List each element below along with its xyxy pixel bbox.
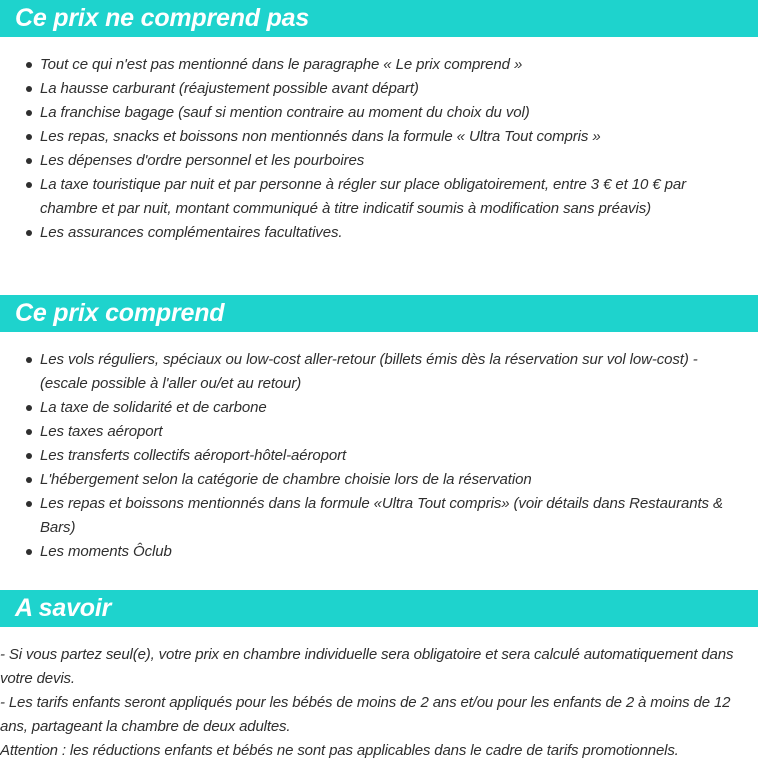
list-item: Les assurances complémentaires facultatives. xyxy=(0,221,740,245)
includes-list xyxy=(0,348,740,564)
list-item: Tout ce qui n'est pas mentionné dans le paragraphe « Le prix comprend » xyxy=(0,53,740,77)
list-item: La hausse carburant (réajustement possible avant départ) xyxy=(0,77,740,101)
info-paragraph: - Si vous partez seul(e), votre prix en chambre individuelle sera obligatoire et sera calculé automatiquement dans votre devis. xyxy=(0,646,734,687)
list-item: La franchise bagage (sauf si mention contraire au moment du choix du vol) xyxy=(0,101,740,125)
info-paragraph: - Les tarifs enfants seront appliqués pour les bébés de moins de 2 ans et/ou pour les enfants de 2 à moins de 12 ans, partageant la chambre de deux adultes. xyxy=(0,694,731,735)
info-paragraph: Attention : les réductions enfants et bébés ne sont pas applicables dans le cadre de tarifs promotionnels. xyxy=(0,742,679,759)
list-item: Les taxes aéroport xyxy=(0,420,740,444)
list-item: L'hébergement selon la catégorie de chambre choisie lors de la réservation xyxy=(0,468,740,492)
section-header-includes: Ce prix comprend xyxy=(0,295,758,332)
list-item: Les moments Ôclub xyxy=(0,540,740,564)
excludes-list xyxy=(0,53,740,245)
list-item: Les repas, snacks et boissons non mentionnés dans la formule « Ultra Tout compris » xyxy=(0,125,740,149)
list-item: Les repas et boissons mentionnés dans la formule «Ultra Tout compris» (voir détails dans Restaurants & Bars) xyxy=(0,492,740,540)
section-header-excludes: Ce prix ne comprend pas xyxy=(0,0,758,37)
list-item: Les transferts collectifs aéroport-hôtel-aéroport xyxy=(0,444,740,468)
info-paragraphs xyxy=(0,643,755,763)
list-item: La taxe touristique par nuit et par personne à régler sur place obligatoirement, entre 3 € et 10 € par chambre et par nuit, montant communiqué à titre indicatif soumis à modification sans préavis) xyxy=(0,173,740,221)
list-item: Les dépenses d'ordre personnel et les pourboires xyxy=(0,149,740,173)
list-item: Les vols réguliers, spéciaux ou low-cost aller-retour (billets émis dès la réservation sur vol low-cost) - (escale possible à l'aller ou/et au retour) xyxy=(0,348,740,396)
section-header-info: A savoir xyxy=(0,590,758,627)
list-item: La taxe de solidarité et de carbone xyxy=(0,396,740,420)
